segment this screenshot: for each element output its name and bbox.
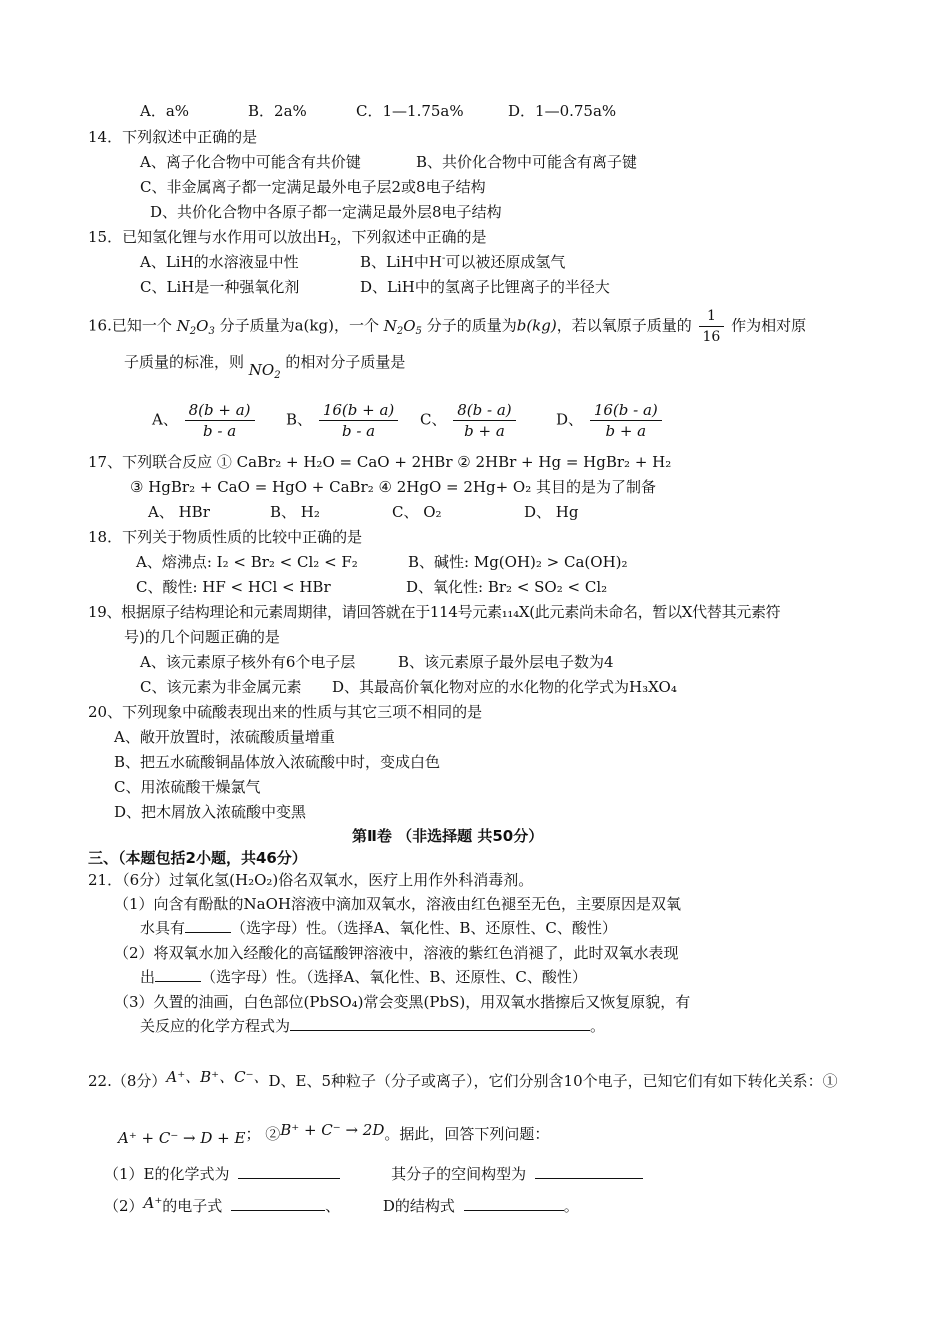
q16-p4: ，若以氧原子质量的: [556, 316, 692, 335]
q16-option-c-num: 8(b - a): [453, 400, 515, 421]
q22-sub2-e: 。: [563, 1197, 579, 1215]
q22-sub2: [104, 1196, 579, 1216]
q15-option-a: A、LiH的水溶液显中性: [140, 253, 299, 271]
q22-reaction-2: B⁺ + C⁻ → 2D: [280, 1121, 385, 1139]
q16-n2o5: $N_2O_5$: [383, 316, 422, 337]
q20-option-a: A、敞开放置时，浓硫酸质量增重: [114, 728, 335, 746]
q16-option-b-fraction: [319, 400, 398, 441]
q15-stem: 15．已知氢化锂与水作用可以放出$H_2$，下列叙述中正确的是: [88, 228, 487, 248]
q19-option-a: A、该元素原子核外有6个电子层: [140, 653, 356, 671]
q16-option-d-den: b + a: [605, 422, 647, 440]
q14-stem: 14．下列叙述中正确的是: [88, 128, 258, 146]
q16-n2o3: $N_2O_3$: [176, 316, 215, 337]
q16-option-c: [420, 400, 518, 441]
q16-p2: 分子质量为a(kg)，一个: [219, 316, 379, 335]
q14-option-b: B、共价化合物中可能含有离子键: [416, 153, 638, 171]
q22-answer-blank-electron-formula[interactable]: [231, 1196, 325, 1211]
q21-answer-blank-1[interactable]: [185, 918, 231, 933]
q18-option-a: A、熔沸点: I₂ < Br₂ < Cl₂ < F₂: [136, 553, 358, 571]
q21-sub2-pre: 出: [140, 968, 156, 986]
q22-reaction-1: A⁺ + C⁻ → D + E: [118, 1129, 246, 1147]
q18-stem: 18．下列关于物质性质的比较中正确的是: [88, 528, 363, 546]
q22-sub1-b: 其分子的空间构型为: [391, 1165, 527, 1183]
q16-line2: [124, 352, 406, 381]
q18-option-d: D、氧化性: Br₂ < SO₂ < Cl₂: [406, 578, 608, 596]
q22-answer-blank-e-shape[interactable]: [535, 1164, 643, 1179]
q22-sub2-b: 的电子式: [162, 1197, 223, 1215]
q17-line1: 17、下列联合反应 ① CaBr₂ + H₂O = CaO + 2HBr ② 2HBr + Hg = HgBr₂ + H₂: [88, 453, 672, 471]
q22-sub2-ion: A⁺: [143, 1194, 163, 1212]
q15-option-d: D、LiH中的氢离子比锂离子的半径大: [360, 278, 610, 296]
q16-option-b-den: b - a: [341, 422, 376, 440]
q15-option-b: B、LiH中H-可以被还原成氢气: [360, 253, 566, 271]
q22-answer-blank-e-formula[interactable]: [238, 1164, 340, 1179]
q21-sub1-line1: （1）向含有酚酞的NaOH溶液中滴加双氧水，溶液由红色褪至无色，主要原因是双氧: [114, 895, 681, 913]
q22-p1: 22.（8分）: [88, 1072, 167, 1090]
q16-option-d-fraction: [590, 400, 662, 441]
q16-option-d-num: 16(b - a): [590, 400, 662, 421]
q16-fraction-den: 16: [702, 329, 721, 345]
q22-line1: [88, 1068, 838, 1091]
q19-option-d: D、其最高价氧化物对应的水化物的化学式为H₃XO₄: [332, 678, 677, 696]
section-three-heading: 三、（本题包括2小题，共46分）: [88, 849, 307, 867]
part2-title: 第Ⅱ卷 （非选择题 共50分）: [352, 827, 544, 845]
q16-p5: 作为相对原: [731, 316, 807, 335]
q16-bkg: b(kg): [516, 316, 557, 335]
q13-option-b: B．2a%: [248, 102, 307, 120]
q16-option-c-den: b + a: [464, 422, 505, 440]
q19-option-c: C、该元素为非金属元素: [140, 678, 302, 696]
q22-semicolon: ；: [245, 1125, 261, 1143]
q15-option-b-b: 可以被还原成氢气: [445, 253, 566, 271]
q13-option-d: D．1—0.75a%: [508, 102, 617, 120]
q21-sub2-post: （选字母）性。（选择A、氧化性、B、还原性、C、酸性）: [201, 968, 587, 986]
q15-option-c: C、LiH是一种强氧化剂: [140, 278, 300, 296]
q22-sub1: [104, 1164, 643, 1184]
q16-option-d: [556, 400, 664, 441]
q17-option-a: A、 HBr: [148, 503, 210, 521]
q20-option-c: C、用浓硫酸干燥氯气: [114, 778, 261, 796]
q16-option-d-label: D、: [556, 410, 584, 429]
q22-sub2-d: D的结构式: [382, 1197, 455, 1215]
q16-option-a-den: b - a: [203, 422, 237, 440]
q21-answer-blank-3[interactable]: [290, 1016, 590, 1031]
q16-option-a-label: A、: [152, 410, 178, 429]
q16-option-b: [286, 400, 400, 441]
q22-line2: [118, 1121, 550, 1147]
q16-option-b-num: 16(b + a): [319, 400, 398, 421]
q21-answer-blank-2[interactable]: [155, 967, 201, 982]
q20-option-d: D、把木屑放入浓硫酸中变黑: [114, 803, 307, 821]
q16-p3: 分子的质量为: [426, 316, 517, 335]
q22-sub1-a: （1）E的化学式为: [104, 1165, 230, 1183]
q21-sub3-pre: 关反应的化学方程式为: [140, 1017, 291, 1035]
q14-option-c: C、非金属离子都一定满足最外电子层2或8电子结构: [140, 178, 486, 196]
q21-sub1-post: （选字母）性。（选择A、氧化性、B、还原性、C、酸性）: [231, 919, 617, 937]
q22-circled-2: ②: [265, 1125, 281, 1143]
q22-after: 。据此，回答下列问题：: [384, 1125, 550, 1143]
q18-option-c: C、酸性: HF < HCl < HBr: [136, 578, 331, 596]
q15-option-b-a: B、LiH中H: [360, 253, 442, 271]
q16-no2: $NO_2$: [248, 361, 281, 381]
q16-option-a-fraction: [185, 400, 255, 441]
q16-option-c-fraction: [453, 400, 515, 441]
q22-sub2-a: （2）: [104, 1197, 144, 1215]
q21-sub1-pre: 水具有: [140, 919, 186, 937]
q13-option-c: C．1—1.75a%: [356, 102, 464, 120]
q22-species: A⁺、B⁺、C⁻、: [166, 1068, 269, 1086]
q16-fraction-num: 1: [699, 306, 725, 327]
q16-option-b-label: B、: [286, 410, 313, 429]
q17-line2: ③ HgBr₂ + CaO = HgO + CaBr₂ ④ 2HgO = 2Hg+ O₂ 其目的是为了制备: [130, 478, 656, 496]
q22-sub2-c: 、: [325, 1197, 341, 1215]
q21-sub3-line2: [140, 1016, 605, 1036]
q21-sub2-line2: [140, 967, 587, 987]
q20-option-b: B、把五水硫酸铜晶体放入浓硫酸中时，变成白色: [114, 753, 441, 771]
q14-option-d: D、共价化合物中各原子都一定满足最外层8电子结构: [150, 203, 502, 221]
q17-option-d: D、 Hg: [524, 503, 579, 521]
q19-line2: 号)的几个问题正确的是: [124, 628, 280, 646]
q22-p2: D、E、5种粒子（分子或离子），它们分别含10个电子，已知它们有如下转化关系：①: [268, 1072, 838, 1090]
q16-option-a-num: 8(b + a): [185, 400, 255, 421]
q15-stem-b: ，下列叙述中正确的是: [336, 228, 487, 246]
q16-option-a: [152, 400, 257, 441]
q21-sub3-post: 。: [590, 1017, 606, 1035]
q16-fraction: [699, 306, 725, 347]
q16-p1: 16.已知一个: [88, 316, 172, 335]
q17-option-c: C、 O₂: [392, 503, 442, 521]
q14-option-a: A、离子化合物中可能含有共价键: [140, 153, 361, 171]
q15-stem-a: 15．已知氢化锂与水作用可以放出H: [88, 228, 331, 246]
q16-option-c-label: C、: [420, 410, 447, 429]
q21-sub3-line1: （3）久置的油画，白色部位(PbSO₄)常会变黑(PbS)，用双氧水揩擦后又恢复原貌，有: [114, 993, 691, 1011]
q21-sub1-line2: [140, 918, 617, 938]
q13-option-a: A．a%: [140, 102, 190, 120]
q19-option-b: B、该元素原子最外层电子数为4: [398, 653, 614, 671]
q19-line1: 19、根据原子结构理论和元素周期律，请回答就在于114号元素₁₁₄X(此元素尚未命名，暂以X代替其元素符: [88, 603, 781, 621]
q21-sub2-line1: （2）将双氧水加入经酸化的高锰酸钾溶液中，溶液的紫红色消褪了，此时双氧水表现: [114, 944, 679, 962]
q22-answer-blank-structure[interactable]: [464, 1196, 564, 1211]
q16-line2-a: 子质量的标准，则: [124, 353, 245, 371]
q21-stem: 21．（6分）过氧化氢(H₂O₂)俗名双氧水，医疗上用作外科消毒剂。: [88, 871, 534, 889]
q17-option-b: B、 H₂: [270, 503, 320, 521]
q16-line2-b: 的相对分子质量是: [285, 353, 406, 371]
q18-option-b: B、碱性: Mg(OH)₂ > Ca(OH)₂: [408, 553, 628, 571]
q20-stem: 20、下列现象中硫酸表现出来的性质与其它三项不相同的是: [88, 703, 483, 721]
q16-line1: [88, 306, 806, 347]
